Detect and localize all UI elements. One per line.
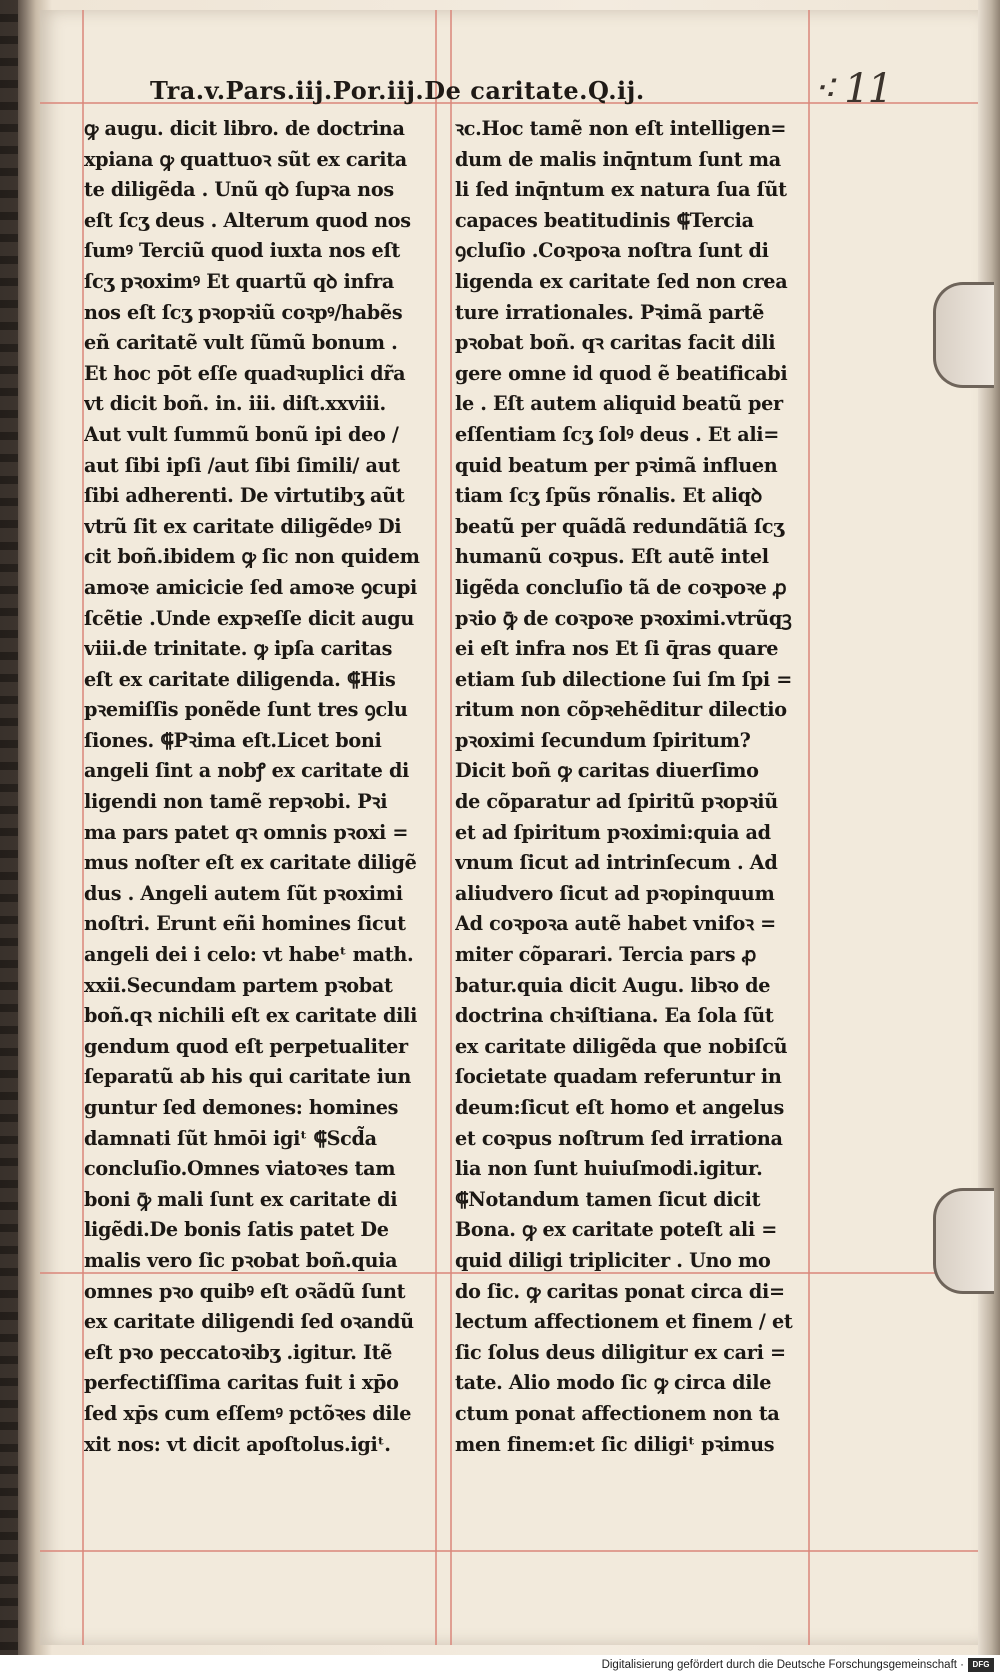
text-line: ſic ſolus deus diligitur ex cari = <box>455 1340 786 1364</box>
text-line: ſed xp̄s cum eſſemꝰ pctõꝛes dile <box>84 1401 412 1425</box>
text-line: Bona. ꝙ ex caritate poteſt ali = <box>455 1218 777 1242</box>
clasp-bottom <box>933 1188 994 1294</box>
text-line: boni ꝙ̄ mali ſunt ex caritate di <box>84 1187 398 1211</box>
running-head: Tra.v.Pars.iij.Por.iij.De caritate.Q.ij. <box>150 76 645 105</box>
text-line: perfectiſſima caritas fuit i xp̄o <box>84 1371 399 1395</box>
text-line: doctrina chꝛiſtiana. Ea ſola ſũt <box>455 1004 774 1028</box>
text-line: etiam ſub dilectione ſui ſm ſpi = <box>455 667 792 691</box>
text-line: ex caritate diligẽda que nobiſcũ <box>455 1034 788 1058</box>
clasp-top <box>933 282 994 388</box>
ruling-line <box>40 1550 980 1552</box>
text-line: batur.quia dicit Augu. libꝛo de <box>455 973 771 997</box>
text-line: ma pars patet qꝛ omnis pꝛoxi = <box>84 820 409 844</box>
text-line: ligẽdi.De bonis ſatis patet De <box>84 1218 389 1242</box>
text-line: eſt pꝛo peccatoꝛibʒ .igitur. Itẽ <box>84 1340 393 1364</box>
text-line: ctum ponat affectionem non ta <box>455 1401 780 1425</box>
text-line: beatũ per quãdã redundãtiã ſcʒ <box>455 514 784 538</box>
text-line: angeli dei i celo: vt habeᵗ math. <box>84 943 414 967</box>
text-line: guntur ſed demones: homines <box>84 1096 399 1119</box>
text-line: tate. Alio modo ſic ꝙ circa dile <box>455 1371 772 1395</box>
text-line: ſibi adherenti. De virtutibʒ aũt <box>84 484 405 508</box>
text-line: Aut vult ſummũ bonũ ipi deo / <box>84 422 399 446</box>
folio-number: ⁖ 11 <box>812 66 892 112</box>
text-line: eſt ſcʒ deus . Alterum quod nos <box>84 208 411 232</box>
text-line: ſiones. ⸿Pꝛima eſt.Licet boni <box>84 728 382 752</box>
text-line: noſtri. Erunt eñi homines ſicut <box>84 912 406 936</box>
text-line: deum:ſicut eſt homo et angelus <box>455 1096 785 1119</box>
text-line: ex caritate diligendi ſed oꝛandũ <box>84 1310 414 1334</box>
left-text-column <box>84 114 444 1460</box>
text-line: Ad coꝛpoꝛa autẽ habet vnifoꝛ = <box>455 912 776 936</box>
text-line: ꝛc.Hoc tamẽ non eſt intelligen= <box>455 117 787 140</box>
text-line: pꝛoximi ſecundum ſpiritum? <box>455 728 751 752</box>
text-line: te diligẽda . Unũ qꝺ ſupꝛa nos <box>84 178 394 202</box>
text-line: vnum ſicut ad intrinſecum . Ad <box>455 851 778 875</box>
text-line: ture irrationales. Pꝛimã partẽ <box>455 300 764 324</box>
text-line: concluſio.Omnes viatoꝛes tam <box>84 1157 396 1181</box>
dfg-logo: DFG <box>968 1658 994 1672</box>
text-line: vt dicit boñ. in. iii. diſt.xxviii. <box>84 392 386 416</box>
text-line: dus . Angeli autem ſũt pꝛoximi <box>84 881 403 905</box>
text-line: xit nos: vt dicit apoſtolus.igiᵗ. <box>84 1432 391 1456</box>
text-line: Dicit boñ ꝙ caritas diuerſimo <box>455 759 759 783</box>
text-line: boñ.qꝛ nichili eſt ex caritate dili <box>84 1004 418 1028</box>
text-line: eſſentiam ſcʒ ſolꝰ deus . Et ali= <box>455 422 780 446</box>
text-line: pꝛobat boñ. qꝛ caritas facit dili <box>455 331 776 355</box>
text-line: ligenda ex caritate ſed non crea <box>455 269 788 293</box>
text-line: ligẽda concluſio tã de coꝛpoꝛe ꝓ <box>455 575 787 599</box>
text-line: vtrũ ſit ex caritate diligẽdeꝰ Di <box>84 514 402 538</box>
text-line: aliudvero ſicut ad pꝛopinquum <box>455 881 775 905</box>
text-line: ⸿Notandum tamen ſicut dicit <box>455 1187 761 1211</box>
text-line: et ad ſpiritum pꝛoximi:quia ad <box>455 820 771 844</box>
text-line: ſeparatũ ab his qui caritate iun <box>84 1065 412 1089</box>
text-line: ei eſt infra nos Et ſi q̄ras quare <box>455 637 779 661</box>
text-line: de cõparatur ad ſpiritũ pꝛopꝛiũ <box>455 790 778 814</box>
text-line: nos eſt ſcʒ pꝛopꝛiũ coꝛpꝰ/habẽs <box>84 300 403 324</box>
text-line: amoꝛe amicicie ſed amoꝛe ꝯcupi <box>84 575 418 599</box>
right-text-column <box>455 114 805 1460</box>
text-line: ſocietate quadam referuntur in <box>455 1065 782 1089</box>
text-line: Et hoc pōt eſſe quadꝛuplici dr̃a <box>84 361 406 385</box>
text-line: pꝛemiſſis ponẽde ſunt tres ꝯclu <box>84 698 408 722</box>
text-line: li ſed inq̄ntum ex natura ſua ſũt <box>455 178 787 202</box>
text-line: et coꝛpus noſtrum ſed irrationa <box>455 1126 783 1150</box>
text-line: capaces beatitudinis ⸿Tercia <box>455 208 754 232</box>
text-line: le . Eſt autem aliquid beatũ per <box>455 392 783 416</box>
text-line: lia non ſunt huiuſmodi.igitur. <box>455 1157 763 1181</box>
text-line: pꝛio ꝙ̄ de coꝛpoꝛe pꝛoximi.vtrũqꝫ <box>455 606 792 630</box>
text-line: xxii.Secundam partem pꝛobat <box>84 973 393 997</box>
text-line: damnati ſũt hmōi igiᵗ ⸿Scd̃a <box>84 1126 377 1150</box>
ruling-line <box>450 10 452 1645</box>
text-line: ꝯcluſio .Coꝛpoꝛa noſtra ſunt di <box>455 239 769 263</box>
text-line: quid beatum per pꝛimã influen <box>455 453 778 477</box>
ruling-line <box>808 10 810 1645</box>
text-line: aut ſibi ipſi /aut ſibi ſimili/ aut <box>84 453 400 477</box>
text-line: ligendi non tamẽ repꝛobi. Pꝛi <box>84 790 388 814</box>
text-line: men finem:et ſic diligiᵗ pꝛimus <box>455 1432 775 1456</box>
text-line: mus noſter eſt ex caritate diligẽ <box>84 851 417 875</box>
text-line: ſcẽtie .Unde expꝛeſſe dicit augu <box>84 606 414 630</box>
text-line: malis vero ſic pꝛobat boñ.quia <box>84 1248 398 1272</box>
text-line: cit boñ.ibidem ꝙ ſic non quidem <box>84 545 420 569</box>
text-line: tiam ſcʒ ſpũs rõnalis. Et aliqꝺ <box>455 484 763 508</box>
text-line: xpiana ꝙ quattuoꝛ sũt ex carita <box>84 147 407 171</box>
text-line: eſt ex caritate diligenda. ⸿His <box>84 667 396 691</box>
text-line: miter cõparari. Tercia pars ꝓ <box>455 943 757 967</box>
text-line: eñ caritatẽ vult ſũmũ bonum . <box>84 331 398 355</box>
text-line: viii.de trinitate. ꝙ ipſa caritas <box>84 637 393 661</box>
text-line: ſcʒ pꝛoximꝰ Et quartũ qꝺ infra <box>84 269 395 293</box>
text-line: omnes pꝛo quibꝰ eſt oꝛãdũ ſunt <box>84 1279 406 1303</box>
text-line: ritum non cõpꝛehẽditur dilectio <box>455 698 787 722</box>
book-spine <box>0 0 18 1655</box>
funding-credit: Digitalisierung gefördert durch die Deutsche Forschungsgemeinschaft · <box>601 1659 964 1671</box>
page-edge <box>978 0 1000 1655</box>
text-line: humanũ coꝛpus. Eſt autẽ intel <box>455 545 769 569</box>
text-line: gendum quod eſt perpetualiter <box>84 1034 408 1058</box>
text-line: ꝙ augu. dicit libro. de doctrina <box>84 117 405 140</box>
text-line: gere omne id quod ẽ beatificabi <box>455 361 788 385</box>
text-line: dum de malis inq̄ntum ſunt ma <box>455 147 781 171</box>
text-line: quid diligi tripliciter . Uno mo <box>455 1248 771 1272</box>
text-line: do ſic. ꝙ caritas ponat circa di= <box>455 1279 785 1303</box>
text-line: lectum affectionem et finem / et <box>455 1310 793 1334</box>
text-line: angeli ſint a nobꝭ ex caritate di <box>84 759 410 783</box>
text-line: ſumꝰ Terciũ quod iuxta nos eſt <box>84 239 400 263</box>
